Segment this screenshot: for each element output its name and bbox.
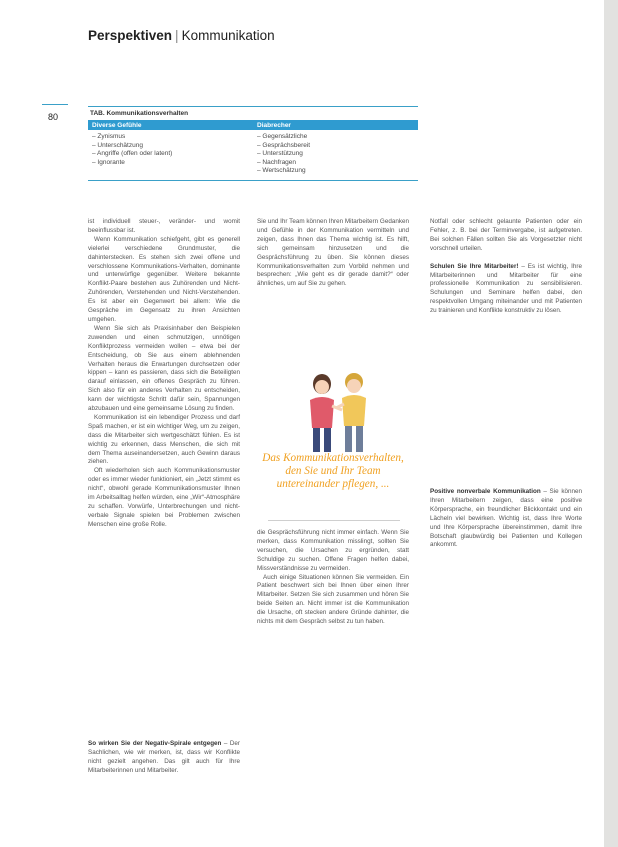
paragraph: Oft wiederholen sich auch Kommunikationsmuster oder es immer wieder funktioniert, ein „Jetzt stimmt es nicht“, obwohl gerade Kommunikationsmuster Ihnen im Arbeitsalltag helfen würden, eine „Wir“-Atmosphäre zu schaffen. Vorwürfe, Unterbrechungen und nicht-verbale Signale spielen bei Problemen zwischen Menschen eine große Rolle. [88,467,240,528]
paragraph: – Sie können Ihren Mitarbeitern zeigen, dass eine positive Körpersprache, ein freundlicher Blickkontakt und ein Lächeln viel bewirken. Wichtig ist, dass Ihre Worte und Ihre Körpersprache übereinstimmen, damit Ihre Botschaft glaubwürdig bei Patienten und Kollegen ankommt. [430,488,582,549]
paragraph: – Es ist wichtig, Ihre Mitarbeiterinnen und Mitarbeiter für eine professionelle Kommunikation zu sensibilisieren. Schulungen und Seminare helfen dabei, den respektvollen Umgang miteinander und mit Patienten zu trainieren und Konflikte konstruktiv zu lösen. [430,262,583,315]
page-edge [604,0,618,847]
quote-divider [268,520,400,521]
table-header-col1: Diverse Gefühle [92,121,142,129]
text-column-2-lower [257,529,409,627]
paragraph: Wenn Kommunikation schiefgeht, gibt es generell vielerlei verschiedene Grundmuster, die dahinterstecken. Es stehen sich zwei offene und verschlossene Kommunikations-Verhalten, dominante und unterwürfige gegenüber. Weitere bekannte Konflikt-Paare bestehen aus Zuhörenden und Nicht-Zuhörenden, Verstehenden und Nicht-Verstehenden. Es ist aber ein Gegenwert bei allem: Wie die Gespräche im Gegensatz zu ihren Ansichten umgehen. [88,235,240,323]
header-separator: | [175,28,179,43]
text-column-2 [257,218,409,289]
table-cell: – Gegensätzliche [257,133,308,140]
table-cell: – Wertschätzung [257,167,306,174]
page-header [88,28,275,43]
paragraph: Notfall oder schlecht gelaunte Patienten oder ein Fehler, z. B. bei der Terminvergabe, ist aufgetreten. Bei solchen Fällen sollten Sie als Vorgesetzter nicht vorschnell urteilen. [430,218,582,252]
paragraph: – Der Sachlichen, wie wir merken, ist, dass wir Konflikte nicht gezielt angehen. Das gilt auch für Ihre Mitarbeiterinnen und Mitarbeiter. [88,740,241,774]
table-cell: – Unterschätzung [92,141,143,149]
section-title: Perspektiven [88,28,173,43]
paragraph: Sie und Ihr Team können Ihren Mitarbeitern Gedanken und Gefühle in der Kommunikation vermitteln und zeigen, dass Ihnen das Thema wichtig ist. Es hilft, sich gemeinsam hinzusetzen und die Gesprächsführung zu üben. Sie können dieses Kommunikationsverhalten zum Vorbild nehmen und besprechen: „Wie geht es dir gerade damit?“ oder ähnliches, um auf Sie zu gehen. [257,218,409,288]
text-column-1-sub [88,740,240,776]
text-column-1 [88,218,240,530]
behavior-table [88,106,418,181]
table-title: TAB. Kommunikationsverhalten [90,110,189,117]
subheading: Positive nonverbale Kommunikation [430,488,541,495]
table-cell: – Unterstützung [257,150,303,157]
table-cell: – Angriffe (offen oder latent) [92,150,173,157]
table-col1 [88,133,253,176]
subheading: So wirken Sie der Negativ-Spirale entgegen [88,740,222,747]
text-column-3 [430,218,582,316]
subheading: Schulen Sie Ihre Mitarbeiter! [430,262,519,270]
paragraph: die Gesprächsführung nicht immer einfach. Wenn Sie merken, dass Kommunikation misslingt, sollten Sie versuchen, die Ursachen zu ergründen, statt Schuldige zu suchen. Offene Fragen helfen dabei, Missverständnisse zu vermeiden. [257,529,409,572]
pull-quote: Das Kommunikationsverhalten, den Sie und Ihr Team untereinander pflegen, ... [262,452,404,490]
table-col2 [253,133,418,176]
page-number: 80 [48,112,59,122]
text-column-3-lower [430,488,582,550]
two-people-illustration [300,370,374,456]
table-cell: – Nachfragen [257,158,297,166]
table-body [88,130,418,176]
table-header-col2: Diabrecher [257,121,291,129]
table-cell: – Gesprächsbereit [257,141,311,149]
paragraph: Auch einige Situationen können Sie vermeiden. Ein Patient beschwert sich bei Ihnen über einen Ihrer Mitarbeiter. Setzen Sie sich zusammen und hören Sie beide Seiten an. Nicht immer ist die Kommunikation die Ursache, oft stecken andere Gründe dahinter, die nichts mit dem Gespräch selbst zu tun haben. [257,573,409,626]
table-bottom-rule [88,180,418,181]
table-cell: – Ignorante [92,158,125,166]
table-cell: – Zynismus [92,133,126,140]
paragraph: Kommunikation ist ein lebendiger Prozess und darf Spaß machen, er ist ein wichtiger Weg, um zu zeigen, dass die Mitarbeiter sich wertgeschätzt fühlen. Es ist wichtig zu erkennen, dass Menschen, die sich mit dem Thema auseinandersetzen, auch Gewinn daraus ziehen. [88,413,240,466]
paragraph: Wenn Sie sich als Praxisinhaber den Beispielen zuwenden und einen schmutzigen, unnötigen Konfliktprozess vermeiden wollen – etwa bei der Entscheidung, ob Sie aus einem ablehnenden Verhalten heraus die Erwartungen durchsetzen oder kippen – kann es passieren, dass sich die Beteiligten darauf einlassen, ein offenes Gespräch zu führen. Sich also für ein anderes Verhalten zu entscheiden, kann der wichtigste Schritt dafür sein, Spannungen abzubauen und eine gemeinsame Lösung zu finden. [88,324,240,413]
paragraph: ist individuell steuer-, veränder- und womit beeinflussbar ist. [88,218,240,234]
table-header-row [88,120,418,130]
topic-title: Kommunikation [181,28,275,43]
margin-rule [42,104,68,105]
